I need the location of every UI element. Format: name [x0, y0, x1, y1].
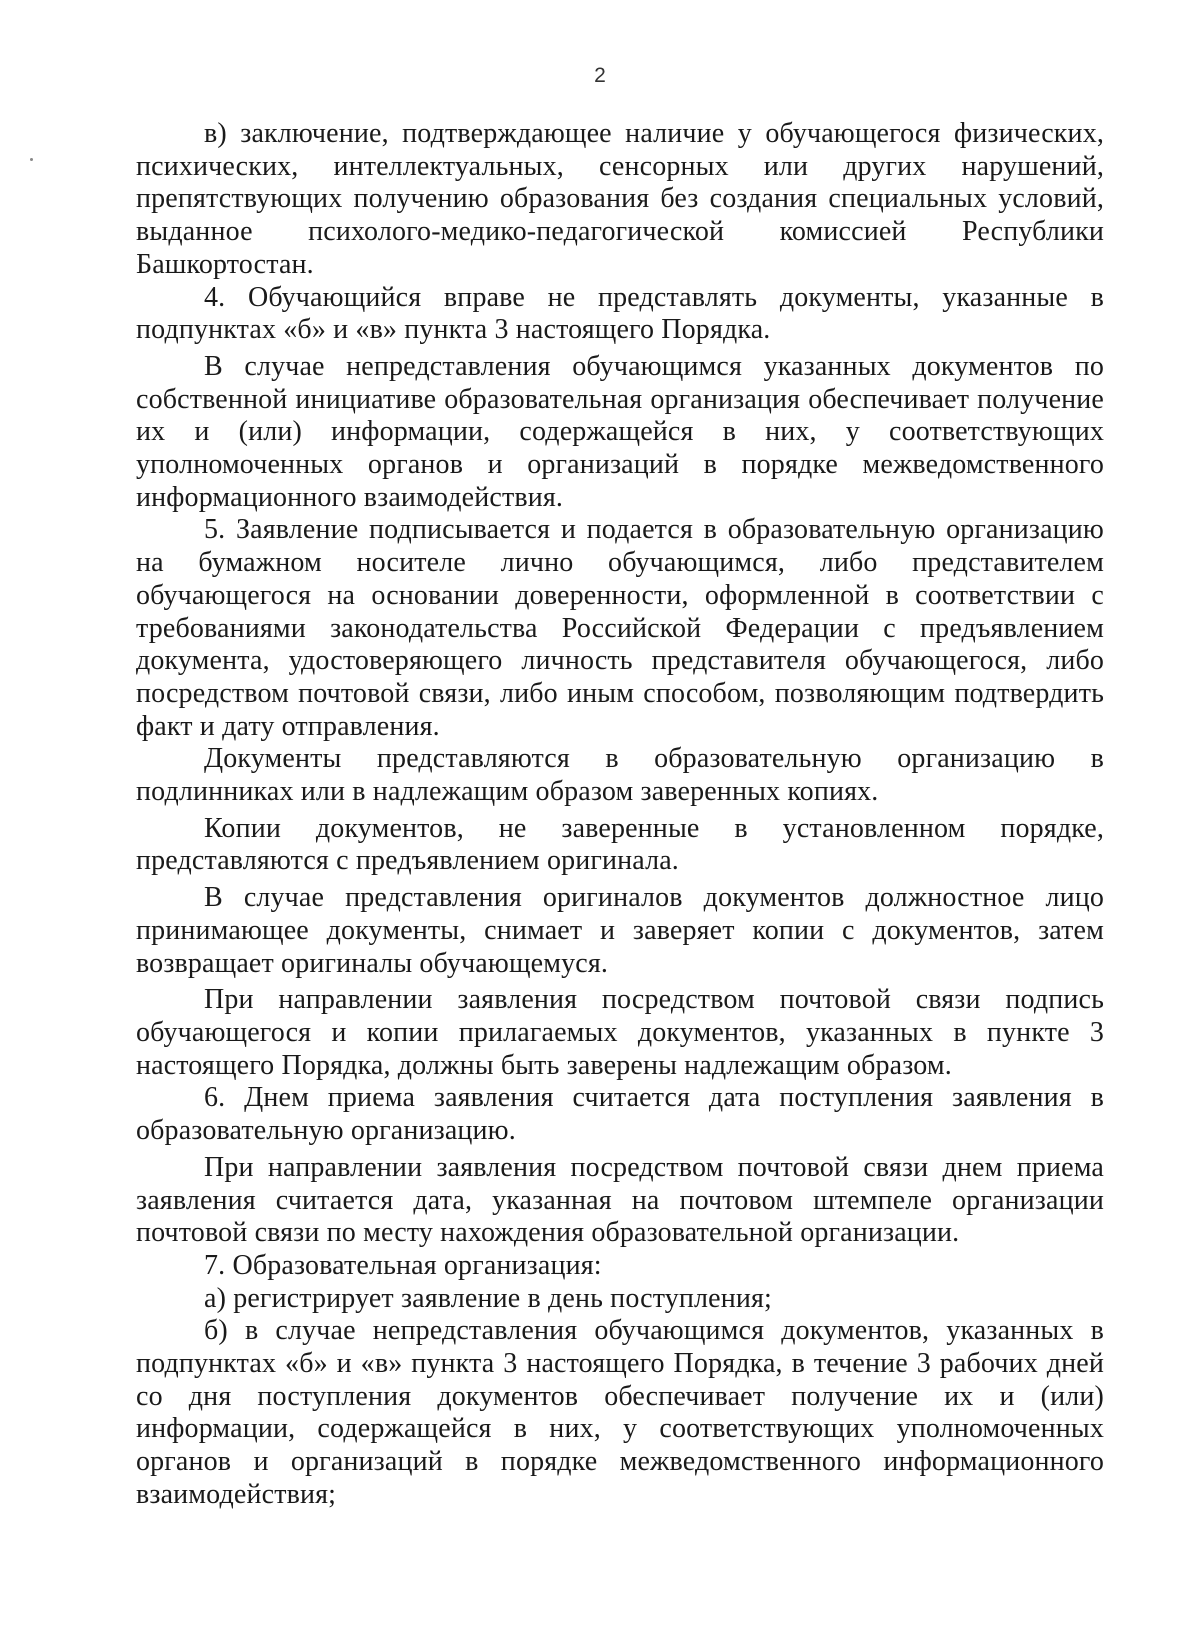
- paragraph-5: 5. Заявление подписывается и подается в образовательную организацию на бумажном носителе лично обучающимся, либо представителем обучающегося на основании доверенности, оформленной в соответствии с требованиями законодательства Российской Федерации с предъявлением документа, удостоверяющего личность представителя обучающегося, либо посредством почтовой связи, либо иным способом, позволяющим подтвердить факт и дату отправления.: [136, 514, 1104, 742]
- paragraph-7a: а) регистрирует заявление в день поступления;: [204, 1282, 772, 1314]
- paragraph-5-documents: Документы представляются в образовательную организацию в подлинниках или в надлежащим образом заверенных копиях.: [136, 743, 1104, 808]
- scan-speck: [30, 158, 33, 161]
- document-body: [136, 118, 1104, 1512]
- paragraph-5-copies: Копии документов, не заверенные в установленном порядке, представляются с предъявлением оригинала.: [136, 812, 1104, 877]
- paragraph-5-originals: В случае представления оригиналов документов должностное лицо принимающее документы, снимает и заверяет копии с документов, затем возвращает оригиналы обучающемуся.: [136, 882, 1104, 979]
- paragraph-6-postal-date: При направлении заявления посредством почтовой связи днем приема заявления считается дата, указанная на почтовом штемпеле организации почтовой связи по месту нахождения образовательной организации.: [136, 1151, 1104, 1249]
- paragraph-7b: б) в случае непредставления обучающимся документов, указанных в подпунктах «б» и «в» пункта 3 настоящего Порядка, в течение 3 рабочих дней со дня поступления документов обеспечивает получение их и (или) информации, содержащейся в них, у соответствующих уполномоченных органов и организаций в порядке межведомственного информационного взаимодействия;: [136, 1315, 1104, 1510]
- paragraph-4: 4. Обучающийся вправе не представлять документы, указанные в подпунктах «б» и «в» пункта 3 настоящего Порядка.: [136, 281, 1104, 346]
- paragraph-6: 6. Днем приема заявления считается дата поступления заявления в образовательную организацию.: [136, 1082, 1104, 1147]
- paragraph-5-postal: При направлении заявления посредством почтовой связи подпись обучающегося и копии прилагаемых документов, указанных в пункте 3 настоящего Порядка, должны быть заверены надлежащим образом.: [136, 984, 1104, 1081]
- paragraph-3v-conclusion: в) заключение, подтверждающее наличие у обучающегося физических, психических, интеллектуальных, сенсорных или других нарушений, препятствующих получению образования без создания специальных условий, выданное психолого-медико-педагогической комиссией Республики Башкортостан.: [136, 118, 1104, 280]
- paragraph-4-nonsubmission: В случае непредставления обучающимся указанных документов по собственной инициативе образовательная организация обеспечивает получение их и (или) информации, содержащейся в них, у соответствующих уполномоченных органов и организаций в порядке межведомственного информационного взаимодействия.: [136, 350, 1104, 513]
- page-number: 2: [594, 64, 606, 87]
- paragraph-7: 7. Образовательная организация:: [204, 1249, 602, 1281]
